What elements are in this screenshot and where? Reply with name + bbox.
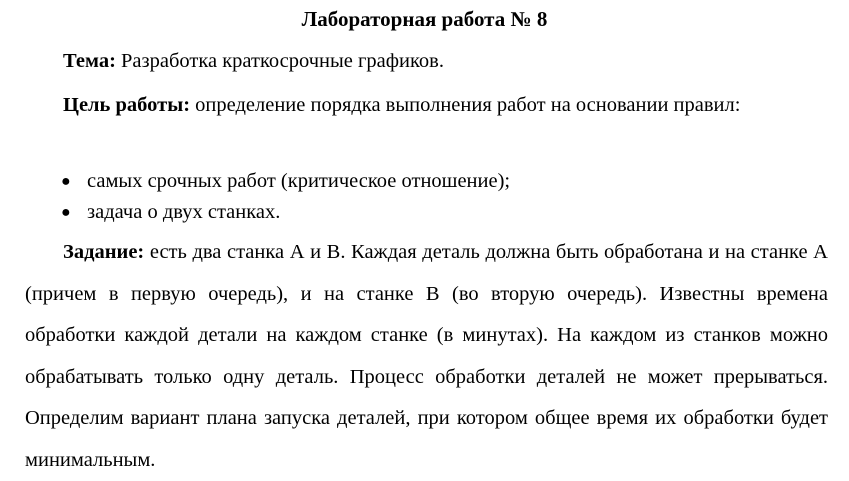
goal-label: Цель работы: <box>63 94 191 116</box>
list-item <box>25 197 828 228</box>
task-text: есть два станка А и В. Каждая деталь должна быть обработана и на станке А (причем в первую очередь), и на станке В (во вторую очередь). Известны времена обработки каждой детали на каждом станке (в минутах). На каждом из станков можно обрабатывать только одну деталь. Процесс обработки деталей не может прерываться. Определим вариант плана запуска деталей, при котором общее время их обработки будет минимальным. <box>25 241 828 471</box>
list-item-text: самых срочных работ (критическое отношение); <box>87 170 511 192</box>
goal-text: определение порядка выполнения работ на основании правил: <box>195 94 741 116</box>
topic-text: Разработка краткосрочные графиков. <box>121 50 444 72</box>
bullet-icon: ● <box>61 173 71 190</box>
topic-paragraph <box>25 49 828 73</box>
document-title: Лабораторная работа № 8 <box>301 7 548 31</box>
bullet-icon: ● <box>61 204 71 221</box>
topic-label: Тема: <box>63 50 116 72</box>
task-label: Задание: <box>63 241 145 263</box>
list-item <box>25 166 828 197</box>
list-item-text: задача о двух станках. <box>87 201 281 223</box>
task-paragraph <box>25 232 828 481</box>
rules-list <box>25 166 828 228</box>
goal-paragraph <box>25 92 828 118</box>
